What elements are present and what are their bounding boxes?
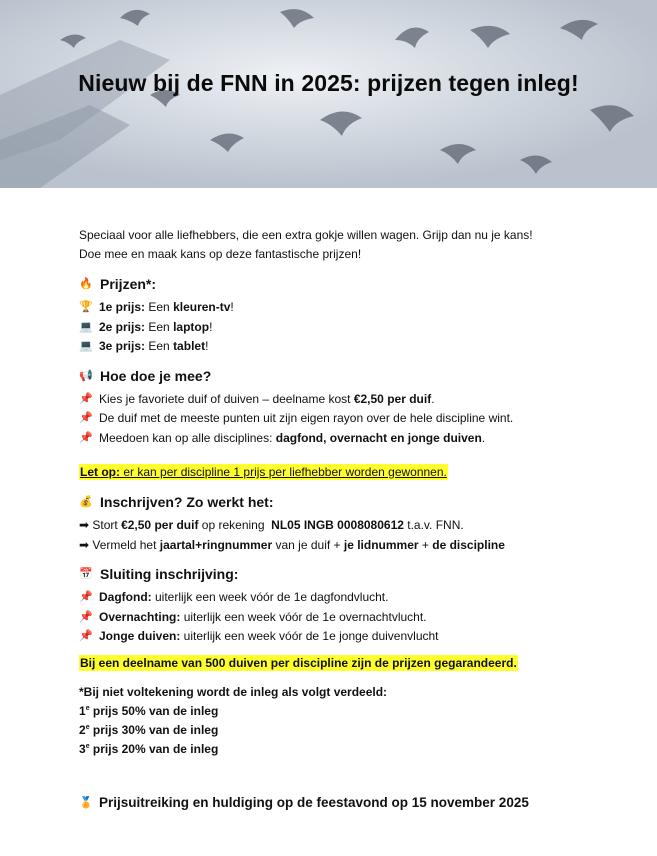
closing-section bbox=[79, 564, 639, 647]
moneybag-icon: 💰 bbox=[79, 496, 93, 508]
how-text: Meedoen kan op alle disciplines: bbox=[99, 430, 276, 445]
fire-icon: 🔥 bbox=[79, 278, 93, 290]
closing-item bbox=[79, 608, 639, 628]
prize-item-name: kleuren-tv bbox=[173, 300, 231, 314]
prizes-heading bbox=[79, 274, 639, 294]
intro-line: Doe mee en maak kans op deze fantastische prijzen! bbox=[79, 247, 362, 261]
register-line bbox=[79, 516, 639, 536]
prize-item bbox=[79, 318, 639, 338]
intro-line: Speciaal voor alle liefhebbers, die een extra gokje willen wagen. Grijp dan nu je kans! bbox=[79, 228, 533, 242]
closing-text: uiterlijk een week vóór de 1e dagfondvlucht. bbox=[151, 590, 389, 604]
prizes-section bbox=[79, 274, 639, 357]
register-member: je lidnummer bbox=[343, 537, 419, 552]
prize-rank: 2e prijs: bbox=[99, 319, 146, 334]
laptop-icon: 💻 bbox=[79, 340, 93, 352]
register-text: + bbox=[418, 537, 433, 552]
medal-icon: 🏅 bbox=[79, 796, 93, 809]
prizes-heading-text: Prijzen*: bbox=[100, 276, 157, 292]
megaphone-icon: 📢 bbox=[79, 369, 93, 382]
rank-number: 3 bbox=[79, 741, 86, 756]
how-heading-text: Hoe doe je mee? bbox=[100, 367, 212, 384]
closing-text: uiterlijk een week vóór de 1e overnachtvlucht. bbox=[180, 609, 427, 624]
prize-item-name: tablet bbox=[173, 339, 206, 353]
distribution-item bbox=[79, 740, 639, 759]
register-text: Vermeld het bbox=[89, 537, 160, 552]
arrow-right-icon: ➡ bbox=[79, 518, 90, 532]
how-line bbox=[79, 390, 639, 410]
rank-suffix: e bbox=[85, 704, 90, 712]
how-line bbox=[79, 429, 639, 449]
flyer-content bbox=[79, 226, 639, 810]
pin-icon: 📌 bbox=[79, 630, 93, 642]
distribution-text: prijs 50% van de inleg bbox=[89, 703, 219, 718]
footer-text: Prijsuitreiking en huldiging op de feestavond op 15 november 2025 bbox=[99, 794, 529, 810]
how-text: De duif met de meeste punten uit zijn eigen rayon over de hele discipline wint. bbox=[99, 411, 514, 425]
rank-suffix: e bbox=[85, 742, 90, 750]
page-title: Nieuw bij de FNN in 2025: prijzen tegen inleg! bbox=[78, 70, 579, 96]
prize-rank: 1e prijs: bbox=[99, 300, 146, 314]
register-text: op rekening bbox=[198, 518, 272, 532]
register-line bbox=[79, 536, 639, 556]
laptop-icon: 💻 bbox=[79, 320, 93, 333]
distribution-text: prijs 20% van de inleg bbox=[89, 741, 219, 756]
pin-icon: 📌 bbox=[79, 412, 93, 424]
register-text: Stort bbox=[89, 518, 122, 532]
trophy-icon: 🏆 bbox=[79, 301, 93, 313]
pin-icon: 📌 bbox=[79, 392, 93, 405]
prize-pre: Een bbox=[145, 319, 174, 334]
header-banner bbox=[0, 0, 657, 188]
register-heading bbox=[79, 492, 639, 512]
how-heading bbox=[79, 366, 639, 386]
how-price: €2,50 per duif bbox=[353, 391, 432, 406]
intro-text bbox=[79, 226, 639, 264]
bank-account-number: NL05 INGB 0008080612 bbox=[271, 518, 404, 532]
rank-suffix: e bbox=[85, 723, 90, 731]
closing-item bbox=[79, 627, 639, 647]
register-heading-text: Inschrijven? Zo werkt het: bbox=[100, 494, 274, 510]
closing-label: Dagfond: bbox=[99, 590, 152, 604]
register-section bbox=[79, 492, 639, 555]
closing-item bbox=[79, 588, 639, 608]
how-text: Kies je favoriete duif of duiven – deelname kost bbox=[99, 391, 354, 406]
closing-heading-text: Sluiting inschrijving: bbox=[100, 566, 239, 582]
prize-item-name: laptop bbox=[173, 319, 210, 334]
notice-highlight bbox=[79, 464, 448, 480]
rank-number: 2 bbox=[79, 722, 86, 737]
register-price: €2,50 per duif bbox=[121, 518, 199, 532]
prize-pre: Een bbox=[145, 339, 174, 353]
prize-rank: 3e prijs: bbox=[99, 339, 146, 353]
register-ring: jaartal+ringnummer bbox=[159, 537, 273, 552]
closing-label: Jonge duiven: bbox=[99, 629, 181, 643]
how-disciplines: dagfond, overnacht en jonge duiven bbox=[275, 430, 482, 445]
pin-icon: 📌 bbox=[79, 591, 93, 603]
distribution-item bbox=[79, 702, 639, 721]
prize-post: ! bbox=[205, 339, 209, 353]
distribution-title: *Bij niet voltekening wordt de inleg als volgt verdeeld: bbox=[79, 684, 388, 699]
register-discipline: de discipline bbox=[432, 537, 505, 552]
how-text: . bbox=[481, 430, 486, 445]
register-text: t.a.v. FNN. bbox=[403, 518, 464, 532]
prize-post: ! bbox=[209, 319, 213, 334]
how-text: . bbox=[431, 391, 435, 406]
arrow-right-icon: ➡ bbox=[79, 537, 90, 552]
notice bbox=[79, 464, 639, 480]
register-text: van je duif + bbox=[272, 537, 344, 552]
prize-post: ! bbox=[230, 300, 234, 314]
how-line bbox=[79, 409, 639, 429]
closing-label: Overnachting: bbox=[99, 609, 181, 624]
prize-item bbox=[79, 298, 639, 318]
rank-number: 1 bbox=[79, 703, 86, 718]
guarantee bbox=[79, 655, 639, 671]
distribution-item bbox=[79, 721, 639, 740]
closing-text: uiterlijk een week vóór de 1e jonge duivenvlucht bbox=[180, 629, 439, 643]
notice-label: Let op: bbox=[80, 465, 120, 479]
distribution-section bbox=[79, 683, 639, 759]
closing-heading bbox=[79, 564, 639, 584]
distribution-text: prijs 30% van de inleg bbox=[89, 722, 219, 737]
guarantee-highlight: Bij een deelname van 500 duiven per discipline zijn de prijzen gegarandeerd. bbox=[80, 655, 517, 670]
footer-announcement bbox=[79, 795, 639, 810]
calendar-icon: 📅 bbox=[79, 568, 93, 580]
pin-icon: 📌 bbox=[79, 610, 93, 623]
how-section bbox=[79, 366, 639, 449]
notice-text: er kan per discipline 1 prijs per liefhebber worden gewonnen. bbox=[120, 465, 447, 479]
prize-pre: Een bbox=[145, 300, 174, 314]
pin-icon: 📌 bbox=[79, 431, 93, 444]
prize-item bbox=[79, 337, 639, 357]
